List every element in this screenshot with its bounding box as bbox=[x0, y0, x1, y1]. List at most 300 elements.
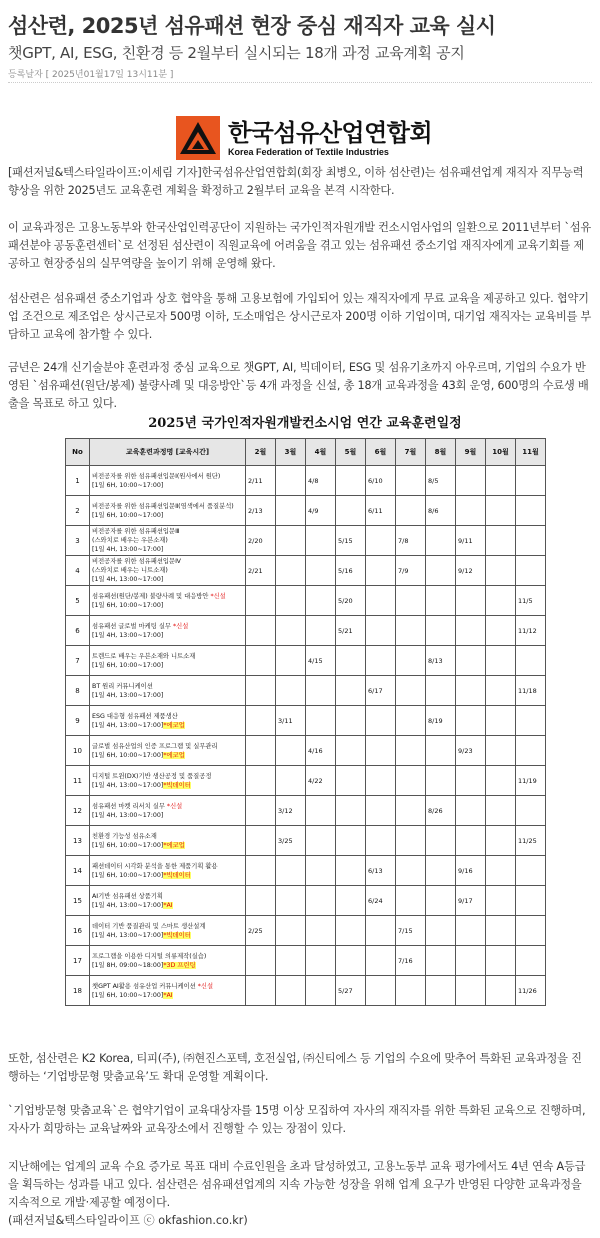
month-cell bbox=[396, 466, 426, 496]
month-cell bbox=[486, 826, 516, 856]
course-tag: *AI bbox=[163, 991, 173, 999]
course-title: 섬유패션 글로벌 마케팅 실무 *신설 bbox=[92, 622, 189, 630]
month-cell bbox=[426, 856, 456, 886]
row-number: 9 bbox=[66, 706, 90, 736]
month-cell bbox=[516, 946, 546, 976]
month-cell bbox=[516, 496, 546, 526]
month-cell bbox=[426, 916, 456, 946]
course-hours-text: [1일 4H, 13:00~17:00] bbox=[92, 546, 164, 553]
month-cell: 11/26 bbox=[516, 976, 546, 1006]
month-cell bbox=[306, 796, 336, 826]
course-tag: *에코업 bbox=[163, 751, 185, 759]
article-meta: 등록날자 [ 2025년01월17일 13시11분 ] bbox=[8, 70, 174, 80]
month-cell bbox=[276, 616, 306, 646]
month-cell bbox=[486, 886, 516, 916]
table-row bbox=[66, 466, 546, 496]
month-cell bbox=[336, 496, 366, 526]
paragraph-2: 이 교육과정은 고용노동부와 한국산업인력공단이 지원하는 국가인적자원개발 컨소시엄사업의 일환으로 2011년부터 `섬유패션분야 공동훈련센터`로 선정된 섬산련이 직원교육에 어려움을 겪고 있는 섬유패션 중소기업 재직자에게 교육기회를 제공하고 현장중심의 실무역량을 높이기 위해 운영해 왔다. bbox=[8, 221, 592, 270]
month-cell: 6/13 bbox=[366, 856, 396, 886]
month-cell bbox=[396, 976, 426, 1006]
month-cell: 7/15 bbox=[396, 916, 426, 946]
month-cell bbox=[516, 526, 546, 556]
course-title-sub: (스와치로 배우는 우븐소재) bbox=[92, 537, 168, 544]
month-cell: 6/10 bbox=[366, 466, 396, 496]
month-cell: 9/11 bbox=[456, 526, 486, 556]
course-hours bbox=[92, 841, 243, 850]
table-row bbox=[66, 946, 546, 976]
month-cell bbox=[276, 496, 306, 526]
month-cell bbox=[456, 706, 486, 736]
month-cell bbox=[486, 466, 516, 496]
month-cell: 5/27 bbox=[336, 976, 366, 1006]
logo-english-text: Korea Federation of Textile Industries bbox=[228, 147, 389, 157]
course-hours bbox=[92, 661, 243, 670]
course-tag: *빅데이터 bbox=[163, 781, 191, 789]
month-cell bbox=[456, 676, 486, 706]
course-title: 디지털 트윈(DX)기반 생산공정 및 품질공정 bbox=[92, 772, 212, 780]
col-header-month: 2월 bbox=[246, 439, 276, 466]
month-cell bbox=[276, 766, 306, 796]
month-cell bbox=[276, 586, 306, 616]
month-cell bbox=[306, 916, 336, 946]
course-title: 친환경 기능성 섬유소재 bbox=[92, 832, 157, 840]
month-cell bbox=[366, 526, 396, 556]
month-cell bbox=[246, 616, 276, 646]
new-course-mark: *신설 bbox=[166, 802, 183, 810]
row-number: 14 bbox=[66, 856, 90, 886]
month-cell: 7/8 bbox=[396, 526, 426, 556]
row-number: 16 bbox=[66, 916, 90, 946]
month-cell: 2/25 bbox=[246, 916, 276, 946]
course-cell bbox=[90, 796, 246, 826]
course-cell bbox=[90, 646, 246, 676]
month-cell bbox=[306, 526, 336, 556]
course-tag: *빅데이터 bbox=[163, 871, 191, 879]
month-cell bbox=[246, 706, 276, 736]
course-cell bbox=[90, 826, 246, 856]
month-cell bbox=[336, 736, 366, 766]
month-cell bbox=[306, 586, 336, 616]
month-cell: 9/23 bbox=[456, 736, 486, 766]
month-cell bbox=[246, 646, 276, 676]
month-cell bbox=[276, 526, 306, 556]
course-hours bbox=[92, 901, 243, 910]
course-tag: *에코업 bbox=[163, 841, 185, 849]
month-cell bbox=[516, 796, 546, 826]
new-course-mark: *신설 bbox=[173, 622, 189, 630]
month-cell bbox=[516, 556, 546, 586]
course-hours-text: [1일 6H, 10:00~17:00] bbox=[92, 511, 164, 519]
table-row bbox=[66, 676, 546, 706]
month-cell bbox=[486, 526, 516, 556]
article-footer: (패션저널&텍스타일라이프 ⓒ okfashion.co.kr) bbox=[8, 1214, 248, 1227]
schedule-header-row bbox=[66, 439, 546, 466]
month-cell: 11/19 bbox=[516, 766, 546, 796]
month-cell bbox=[396, 706, 426, 736]
month-cell bbox=[246, 946, 276, 976]
course-hours-text: [1일 4H, 13:00~17:00] bbox=[92, 931, 164, 939]
month-cell bbox=[306, 706, 336, 736]
table-row bbox=[66, 796, 546, 826]
course-hours-text: [1일 6H, 10:00~17:00] bbox=[92, 601, 164, 609]
month-cell: 8/6 bbox=[426, 496, 456, 526]
row-number: 12 bbox=[66, 796, 90, 826]
month-cell bbox=[246, 736, 276, 766]
course-title: BT 원리 커뮤니케이션 bbox=[92, 682, 153, 690]
month-cell bbox=[486, 556, 516, 586]
course-hours-text: [1일 6H, 10:00~17:00] bbox=[92, 871, 164, 879]
month-cell bbox=[336, 916, 366, 946]
col-header-no: No bbox=[66, 439, 90, 466]
table-row bbox=[66, 616, 546, 646]
month-cell bbox=[246, 796, 276, 826]
paragraph-4: 금년은 24개 신기술분야 훈련과정 중심 교육으로 챗GPT, AI, 빅데이터, ESG 및 섬유기초까지 아우르며, 기업의 수요가 반영된 `섬유패션(원단/봉제) 불량사례 및 대응방안`등 4개 과정을 신설, 총 18개 교육과정을 43회 운영, 600명의 수료생 배출을 목표로 하고 있다. bbox=[8, 361, 589, 410]
month-cell bbox=[276, 886, 306, 916]
month-cell bbox=[366, 976, 396, 1006]
paragraph-6: `기업방문형 맞춤교육`은 협약기업이 교육대상자를 15명 이상 모집하여 자사의 재직자를 위한 특화된 교육으로 진행하며, 자사가 희망하는 교육날짜와 교육장소에서 진행할 수 있는 장점이 있다. bbox=[8, 1104, 586, 1135]
month-cell bbox=[486, 976, 516, 1006]
row-number: 10 bbox=[66, 736, 90, 766]
course-title: 비전공자를 위한 섬유패션입문Ⅲ bbox=[92, 528, 180, 535]
month-cell: 6/11 bbox=[366, 496, 396, 526]
course-hours bbox=[92, 575, 243, 584]
course-title: ESG 대응형 섬유패션 제품생산 bbox=[92, 712, 178, 720]
month-cell bbox=[486, 916, 516, 946]
month-cell bbox=[246, 886, 276, 916]
row-number: 6 bbox=[66, 616, 90, 646]
month-cell bbox=[246, 976, 276, 1006]
month-cell: 11/5 bbox=[516, 586, 546, 616]
month-cell: 4/15 bbox=[306, 646, 336, 676]
table-row bbox=[66, 646, 546, 676]
month-cell: 11/25 bbox=[516, 826, 546, 856]
month-cell bbox=[516, 886, 546, 916]
month-cell bbox=[396, 586, 426, 616]
month-cell bbox=[426, 586, 456, 616]
row-number: 11 bbox=[66, 766, 90, 796]
course-cell bbox=[90, 856, 246, 886]
month-cell bbox=[486, 856, 516, 886]
month-cell bbox=[456, 616, 486, 646]
col-header-month: 3월 bbox=[276, 439, 306, 466]
course-cell bbox=[90, 526, 246, 556]
course-hours bbox=[92, 781, 243, 790]
month-cell bbox=[426, 946, 456, 976]
month-cell bbox=[396, 646, 426, 676]
month-cell: 2/13 bbox=[246, 496, 276, 526]
month-cell: 2/11 bbox=[246, 466, 276, 496]
month-cell bbox=[306, 856, 336, 886]
month-cell bbox=[246, 766, 276, 796]
course-hours bbox=[92, 931, 243, 940]
course-hours-text: [1일 4H, 13:00~17:00] bbox=[92, 811, 164, 819]
month-cell bbox=[366, 796, 396, 826]
month-cell: 6/24 bbox=[366, 886, 396, 916]
course-hours bbox=[92, 721, 243, 730]
row-number: 8 bbox=[66, 676, 90, 706]
course-cell bbox=[90, 706, 246, 736]
month-cell bbox=[396, 796, 426, 826]
month-cell bbox=[336, 646, 366, 676]
month-cell bbox=[306, 946, 336, 976]
logo-korean-text: 한국섬유산업연합회 bbox=[228, 119, 433, 147]
month-cell: 8/26 bbox=[426, 796, 456, 826]
month-cell: 5/16 bbox=[336, 556, 366, 586]
month-cell bbox=[426, 526, 456, 556]
month-cell bbox=[486, 736, 516, 766]
course-hours-text: [1일 6H, 10:00~17:00] bbox=[92, 481, 164, 489]
month-cell bbox=[336, 826, 366, 856]
course-hours-text: [1일 6H, 10:00~17:00] bbox=[92, 661, 164, 669]
month-cell bbox=[366, 826, 396, 856]
month-cell bbox=[336, 766, 366, 796]
month-cell bbox=[396, 826, 426, 856]
course-title: AI기반 섬유패션 상품기획 bbox=[92, 892, 163, 900]
kofoti-logo bbox=[176, 116, 432, 160]
course-title: 데이터 기반 품질관리 및 스마트 생산설계 bbox=[92, 922, 206, 930]
course-hours-text: [1일 6H, 10:00~17:00] bbox=[92, 841, 164, 849]
month-cell: 2/21 bbox=[246, 556, 276, 586]
month-cell: 3/12 bbox=[276, 796, 306, 826]
schedule-table-block bbox=[65, 414, 545, 1006]
month-cell bbox=[306, 616, 336, 646]
course-hours-text: [1일 4H, 13:00~17:00] bbox=[92, 721, 164, 729]
month-cell bbox=[396, 616, 426, 646]
month-cell: 7/9 bbox=[396, 556, 426, 586]
col-header-course: 교육훈련과정명 [교육시간] bbox=[90, 439, 246, 466]
schedule-body bbox=[66, 466, 546, 1006]
table-row bbox=[66, 856, 546, 886]
month-cell: 6/17 bbox=[366, 676, 396, 706]
month-cell bbox=[516, 736, 546, 766]
month-cell bbox=[426, 556, 456, 586]
course-title: 프로그램을 이용한 디지털 의류제작(실습) bbox=[92, 952, 207, 960]
month-cell bbox=[276, 556, 306, 586]
month-cell bbox=[306, 826, 336, 856]
month-cell: 3/25 bbox=[276, 826, 306, 856]
month-cell: 2/20 bbox=[246, 526, 276, 556]
month-cell: 4/16 bbox=[306, 736, 336, 766]
header-divider bbox=[8, 82, 592, 83]
course-cell bbox=[90, 496, 246, 526]
month-cell bbox=[486, 796, 516, 826]
table-row bbox=[66, 886, 546, 916]
course-hours bbox=[92, 545, 243, 554]
course-hours bbox=[92, 601, 243, 610]
course-hours bbox=[92, 481, 243, 490]
month-cell bbox=[396, 766, 426, 796]
col-header-month: 9월 bbox=[456, 439, 486, 466]
month-cell bbox=[366, 946, 396, 976]
month-cell bbox=[456, 796, 486, 826]
month-cell bbox=[456, 496, 486, 526]
month-cell bbox=[456, 826, 486, 856]
month-cell bbox=[456, 946, 486, 976]
month-cell bbox=[486, 646, 516, 676]
course-hours bbox=[92, 631, 243, 640]
course-hours-text: [1일 4H, 13:00~17:00] bbox=[92, 901, 164, 909]
month-cell bbox=[336, 706, 366, 736]
month-cell bbox=[456, 586, 486, 616]
month-cell bbox=[366, 916, 396, 946]
month-cell bbox=[276, 676, 306, 706]
month-cell: 3/11 bbox=[276, 706, 306, 736]
table-row bbox=[66, 706, 546, 736]
course-hours-text: [1일 6H, 10:00~17:00] bbox=[92, 991, 164, 999]
course-cell bbox=[90, 556, 246, 586]
course-tag: *AI bbox=[163, 901, 173, 909]
course-cell bbox=[90, 466, 246, 496]
month-cell bbox=[246, 676, 276, 706]
month-cell bbox=[516, 706, 546, 736]
course-cell bbox=[90, 976, 246, 1006]
course-cell bbox=[90, 946, 246, 976]
month-cell bbox=[276, 916, 306, 946]
course-hours-text: [1일 4H, 13:00~17:00] bbox=[92, 691, 164, 699]
month-cell bbox=[336, 946, 366, 976]
course-cell bbox=[90, 736, 246, 766]
table-row bbox=[66, 586, 546, 616]
month-cell bbox=[516, 916, 546, 946]
month-cell bbox=[426, 826, 456, 856]
table-row bbox=[66, 526, 546, 556]
month-cell bbox=[366, 556, 396, 586]
schedule-title: 2025년 국가인적자원개발컨소시엄 연간 교육훈련일정 bbox=[148, 416, 462, 431]
month-cell bbox=[426, 736, 456, 766]
month-cell bbox=[396, 856, 426, 886]
month-cell bbox=[366, 766, 396, 796]
month-cell bbox=[366, 586, 396, 616]
course-hours bbox=[92, 811, 243, 820]
month-cell bbox=[396, 676, 426, 706]
course-title: 섬유패션(원단/봉제) 불량사례 및 대응방안 *신설 bbox=[92, 592, 226, 600]
course-hours bbox=[92, 871, 243, 880]
course-title: 트렌드로 배우는 우븐소재와 니트소재 bbox=[92, 652, 196, 660]
month-cell: 5/21 bbox=[336, 616, 366, 646]
month-cell bbox=[366, 616, 396, 646]
course-title: 글로벌 섬유산업의 인증 프로그램 및 실무관리 bbox=[92, 742, 218, 750]
month-cell bbox=[486, 766, 516, 796]
col-header-month: 5월 bbox=[336, 439, 366, 466]
course-hours bbox=[92, 691, 243, 700]
month-cell bbox=[336, 676, 366, 706]
month-cell: 8/5 bbox=[426, 466, 456, 496]
month-cell: 7/16 bbox=[396, 946, 426, 976]
course-hours-text: [1일 4H, 13:00~17:00] bbox=[92, 576, 164, 583]
col-header-month: 4월 bbox=[306, 439, 336, 466]
paragraph-7: 지난해에는 업계의 교육 수요 증가로 목표 대비 수료인원을 초과 달성하였고, 고용노동부 교육 평가에서도 4년 연속 A등급을 획득하는 성과를 내고 있다. 섬산련은 섬유패션업계의 지속 가능한 성장을 위해 업계 요구가 반영된 다양한 교육과정을 지속적으로 개발·제공할 예정이다. bbox=[8, 1160, 586, 1209]
row-number: 13 bbox=[66, 826, 90, 856]
table-row bbox=[66, 736, 546, 766]
month-cell: 5/20 bbox=[336, 586, 366, 616]
month-cell bbox=[516, 466, 546, 496]
row-number: 2 bbox=[66, 496, 90, 526]
month-cell bbox=[486, 946, 516, 976]
col-header-month: 11월 bbox=[516, 439, 546, 466]
course-cell bbox=[90, 586, 246, 616]
course-title: 비전공자를 위한 섬유패션입문Ⅳ bbox=[92, 558, 181, 565]
headline: 섬산련, 2025년 섬유패션 현장 중심 재직자 교육 실시 bbox=[8, 14, 496, 38]
month-cell bbox=[426, 616, 456, 646]
month-cell bbox=[456, 646, 486, 676]
month-cell bbox=[456, 466, 486, 496]
row-number: 3 bbox=[66, 526, 90, 556]
course-cell bbox=[90, 886, 246, 916]
schedule-table bbox=[65, 438, 546, 1006]
course-hours-text: [1일 6H, 10:00~17:00] bbox=[92, 751, 164, 759]
course-hours-text: [1일 8H, 09:00~18:00] bbox=[92, 961, 164, 969]
month-cell: 4/22 bbox=[306, 766, 336, 796]
course-title-sub: (스와치로 배우는 니트소재) bbox=[92, 567, 168, 574]
col-header-month: 10월 bbox=[486, 439, 516, 466]
row-number: 7 bbox=[66, 646, 90, 676]
course-title: 패션데이터 시각화 분석을 통한 제품기획 활용 bbox=[92, 862, 218, 870]
month-cell bbox=[396, 496, 426, 526]
row-number: 1 bbox=[66, 466, 90, 496]
month-cell bbox=[426, 766, 456, 796]
course-hours-text: [1일 4H, 13:00~17:00] bbox=[92, 781, 164, 789]
course-cell bbox=[90, 766, 246, 796]
month-cell bbox=[306, 976, 336, 1006]
month-cell bbox=[336, 796, 366, 826]
month-cell bbox=[486, 706, 516, 736]
month-cell bbox=[276, 736, 306, 766]
month-cell: 5/15 bbox=[336, 526, 366, 556]
month-cell bbox=[486, 496, 516, 526]
course-hours bbox=[92, 511, 243, 520]
month-cell bbox=[426, 976, 456, 1006]
month-cell bbox=[426, 886, 456, 916]
month-cell bbox=[516, 856, 546, 886]
course-title: 섬유패션 마켓 리서치 실무 *신설 bbox=[92, 802, 183, 810]
paragraph-3: 섬산련은 섬유패션 중소기업과 상호 협약을 통해 고용보험에 가입되어 있는 재직자에게 무료 교육을 제공하고 있다. 협약기업 조건으로 제조업은 상시근로자 500명 이하, 도소매업은 상시근로자 200명 이하 기업이며, 대기업 재직자는 교육비를 부담하고 교육에 참가할 수 있다. bbox=[8, 292, 592, 341]
table-row bbox=[66, 496, 546, 526]
month-cell bbox=[396, 886, 426, 916]
row-number: 4 bbox=[66, 556, 90, 586]
month-cell bbox=[276, 856, 306, 886]
table-row bbox=[66, 766, 546, 796]
month-cell bbox=[336, 886, 366, 916]
kofoti-emblem-icon bbox=[176, 116, 220, 160]
month-cell bbox=[516, 646, 546, 676]
course-hours-text: [1일 4H, 13:00~17:00] bbox=[92, 631, 164, 639]
month-cell bbox=[306, 676, 336, 706]
table-row bbox=[66, 976, 546, 1006]
row-number: 5 bbox=[66, 586, 90, 616]
month-cell bbox=[366, 706, 396, 736]
course-tag: *에코업 bbox=[163, 721, 185, 729]
month-cell bbox=[456, 916, 486, 946]
month-cell bbox=[306, 886, 336, 916]
col-header-month: 7월 bbox=[396, 439, 426, 466]
month-cell bbox=[396, 736, 426, 766]
month-cell bbox=[276, 466, 306, 496]
course-hours bbox=[92, 961, 243, 970]
month-cell bbox=[366, 736, 396, 766]
course-cell bbox=[90, 916, 246, 946]
month-cell bbox=[486, 676, 516, 706]
month-cell bbox=[276, 646, 306, 676]
row-number: 15 bbox=[66, 886, 90, 916]
new-course-mark: *신설 bbox=[197, 982, 214, 990]
month-cell: 11/18 bbox=[516, 676, 546, 706]
month-cell bbox=[246, 586, 276, 616]
table-row bbox=[66, 916, 546, 946]
course-tag: *3D 프린팅 bbox=[163, 961, 196, 969]
month-cell bbox=[456, 976, 486, 1006]
month-cell bbox=[276, 946, 306, 976]
row-number: 17 bbox=[66, 946, 90, 976]
